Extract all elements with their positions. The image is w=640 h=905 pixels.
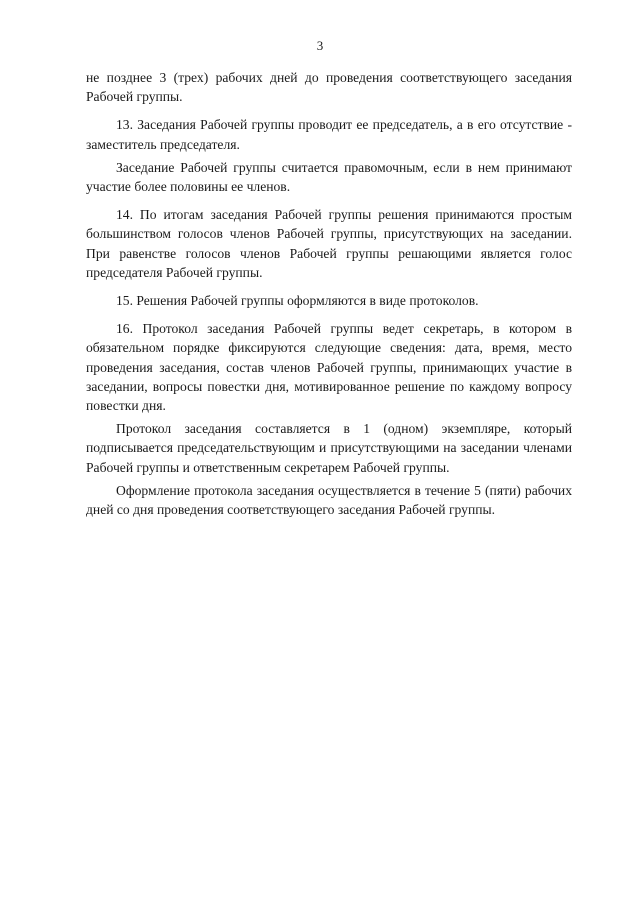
paragraph-continuation: не позднее 3 (трех) рабочих дней до проведения соответствующего заседания Рабочей группы. (86, 70, 572, 105)
paragraph-item-15: 15. Решения Рабочей группы оформляются в виде протоколов. (116, 293, 479, 309)
paragraph-protocol-copies: Протокол заседания составляется в 1 (одном) экземпляре, который подписывается председательствующим и присутствующими на заседании членами Рабочей группы и ответственным секретарем Рабочей группы. (86, 421, 572, 475)
paragraph-item-13: 13. Заседания Рабочей группы проводит ее председатель, а в его отсутствие - заместитель председателя. (86, 117, 572, 152)
paragraph-protocol-deadline: Оформление протокола заседания осуществляется в течение 5 (пяти) рабочих дней со дня проведения соответствующего заседания Рабочей группы. (86, 482, 572, 518)
page-number: 3 (316, 38, 324, 53)
paragraph-item-16: 16. Протокол заседания Рабочей группы ведет секретарь, в котором в обязательном порядке фиксируются следующие сведения: дата, время, место проведения заседания, состав членов Рабочей группы, принимающих участие в заседании, вопросы повестки дня, мотивированное решение по каждому вопросу повестки дня. (86, 321, 572, 414)
paragraph-quorum: Заседание Рабочей группы считается правомочным, если в нем принимают участие более половины ее членов. (86, 159, 572, 195)
document-body (86, 68, 572, 519)
paragraph-item-14: 14. По итогам заседания Рабочей группы решения принимаются простым большинством голосов членов Рабочей группы, присутствующих на заседании. При равенстве голосов членов Рабочей группы решающими является голос председателя Рабочей группы. (86, 207, 572, 280)
